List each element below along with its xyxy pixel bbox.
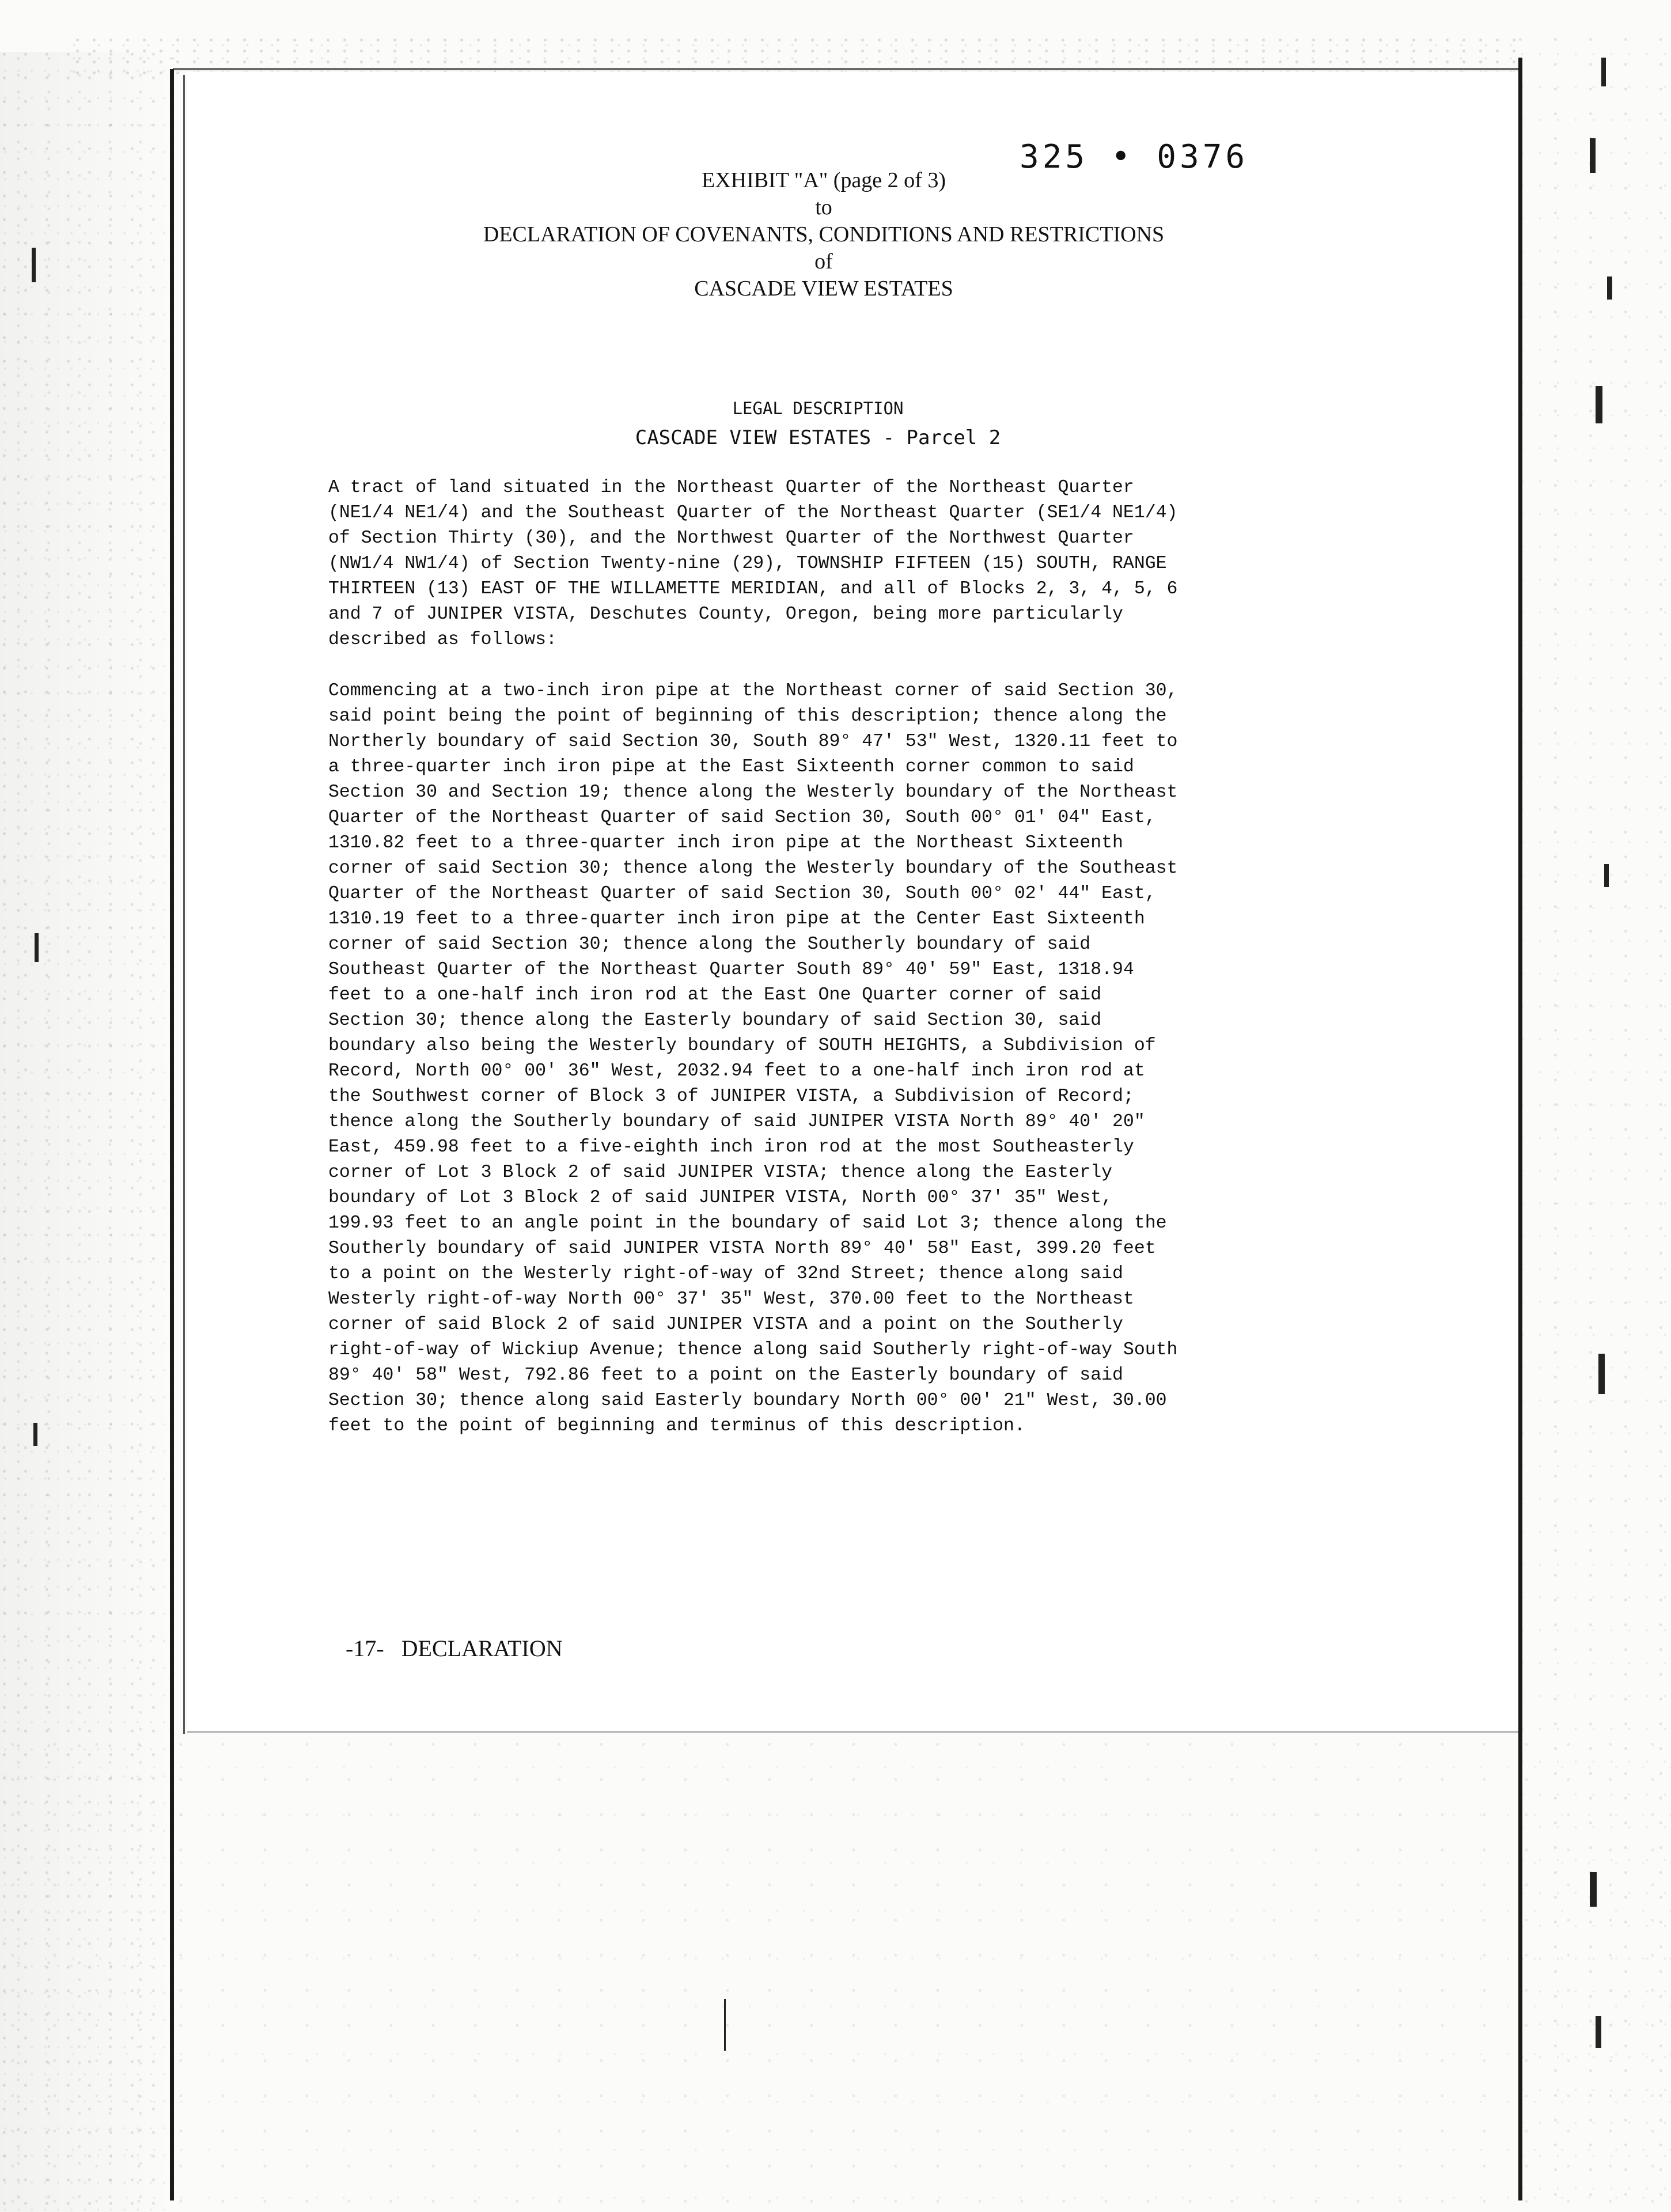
text-line: a three-quarter inch iron pipe at the East Sixteenth corner common to said (328, 757, 1134, 777)
scan-mark (33, 1423, 37, 1446)
text-line: 199.93 feet to an angle point in the boundary of said Lot 3; thence along the (328, 1213, 1167, 1233)
declaration-title: DECLARATION OF COVENANTS, CONDITIONS AND RESTRICTIONS (483, 222, 1165, 247)
text-line: boundary of Lot 3 Block 2 of said JUNIPER VISTA, North 00° 37' 35" West, (328, 1188, 1113, 1208)
page-footer: -17- DECLARATION (346, 1635, 563, 1661)
scan-mark (1601, 58, 1606, 86)
text-line: thence along the Southerly boundary of said JUNIPER VISTA North 89° 40' 20" (328, 1112, 1145, 1132)
text-line: and 7 of JUNIPER VISTA, Deschutes County, Oregon, being more particularly (328, 604, 1123, 624)
text-line: THIRTEEN (13) EAST OF THE WILLAMETTE MERIDIAN, and all of Blocks 2, 3, 4, 5, 6 (328, 579, 1178, 599)
scan-mark (1607, 276, 1612, 300)
scan-noise-bottom (0, 1734, 1671, 2212)
text-line: right-of-way of Wickiup Avenue; thence along said Southerly right-of-way South (328, 1340, 1178, 1360)
exhibit-header (403, 167, 1244, 302)
text-line: 1310.19 feet to a three-quarter inch iron pipe at the Center East Sixteenth (328, 909, 1145, 929)
text-line: of Section Thirty (30), and the Northwest Quarter of the Northwest Quarter (328, 528, 1134, 548)
text-line: Section 30 and Section 19; thence along the Westerly boundary of the Northeast (328, 782, 1178, 802)
scan-mark (1604, 864, 1609, 887)
text-line: Record, North 00° 00' 36" West, 2032.94 feet to a one-half inch iron rod at (328, 1061, 1145, 1081)
text-line: boundary also being the Westerly boundary of SOUTH HEIGHTS, a Subdivision of (328, 1036, 1156, 1056)
scan-mark (32, 248, 36, 282)
text-line: 89° 40' 58" West, 792.86 feet to a point on the Easterly boundary of said (328, 1365, 1123, 1385)
text-line: Southerly boundary of said JUNIPER VISTA North 89° 40' 58" East, 399.20 feet (328, 1238, 1156, 1259)
text-line: the Southwest corner of Block 3 of JUNIPER VISTA, a Subdivision of Record; (328, 1086, 1134, 1107)
text-line: Commencing at a two-inch iron pipe at the Northeast corner of said Section 30, (328, 681, 1178, 701)
left-binding-line (170, 69, 174, 2200)
document-number: 325 • 0376 (1020, 138, 1249, 176)
header-of: of (814, 249, 833, 274)
text-line: A tract of land situated in the Northeast Quarter of the Northeast Quarter (328, 478, 1134, 498)
text-line: Section 30; thence along said Easterly boundary North 00° 00' 21" West, 30.00 (328, 1391, 1167, 1411)
text-line: East, 459.98 feet to a five-eighth inch iron rod at the most Southeasterly (328, 1137, 1134, 1157)
text-line: feet to a one-half inch iron rod at the East One Quarter corner of said (328, 985, 1102, 1005)
text-line: feet to the point of beginning and terminus of this description. (328, 1416, 1025, 1436)
scan-mark (35, 933, 39, 962)
tract-paragraph (328, 475, 1319, 653)
text-line: Section 30; thence along the Easterly boundary of said Section 30, said (328, 1010, 1102, 1031)
scan-mark (1590, 1872, 1597, 1907)
header-to: to (815, 195, 832, 219)
text-line: corner of said Section 30; thence along the Westerly boundary of the Southeast (328, 858, 1178, 878)
text-line: Southeast Quarter of the Northeast Quarter South 89° 40' 59" East, 1318.94 (328, 960, 1134, 980)
right-binding-line (1518, 58, 1522, 2200)
scan-mark (1596, 2016, 1601, 2048)
text-line: Quarter of the Northeast Quarter of said Section 30, South 00° 02' 44" East, (328, 884, 1156, 904)
text-line: 1310.82 feet to a three-quarter inch iron pipe at the Northeast Sixteenth (328, 833, 1123, 853)
scan-mark (1590, 138, 1596, 173)
estate-name: CASCADE VIEW ESTATES (694, 276, 953, 301)
text-line: corner of said Section 30; thence along the Southerly boundary of said (328, 934, 1091, 955)
exhibit-title: EXHIBIT "A" (page 2 of 3) (702, 168, 946, 192)
text-line: corner of Lot 3 Block 2 of said JUNIPER VISTA; thence along the Easterly (328, 1162, 1113, 1183)
legal-description-subtitle: CASCADE VIEW ESTATES - Parcel 2 (635, 426, 1001, 449)
text-line: described as follows: (328, 630, 557, 650)
text-line: (NW1/4 NW1/4) of Section Twenty-nine (29), TOWNSHIP FIFTEEN (15) SOUTH, RANGE (328, 554, 1167, 574)
boundary-paragraph (328, 679, 1319, 1439)
left-margin-line (183, 75, 185, 1734)
scan-mark (724, 1999, 726, 2051)
text-line: Quarter of the Northeast Quarter of said Section 30, South 00° 01' 04" East, (328, 808, 1156, 828)
text-line: corner of said Block 2 of said JUNIPER VISTA and a point on the Southerly (328, 1315, 1123, 1335)
legal-description-title: LEGAL DESCRIPTION (732, 399, 904, 418)
scan-mark (1596, 386, 1602, 423)
text-line: Westerly right-of-way North 00° 37' 35" West, 370.00 feet to the Northeast (328, 1289, 1134, 1309)
text-line: Northerly boundary of said Section 30, South 89° 47' 53" West, 1320.11 feet to (328, 732, 1178, 752)
scan-mark (1598, 1354, 1605, 1394)
text-line: (NE1/4 NE1/4) and the Southeast Quarter of the Northeast Quarter (SE1/4 NE1/4) (328, 503, 1178, 523)
text-line: said point being the point of beginning of this description; thence along the (328, 706, 1167, 726)
top-edge-line (173, 68, 1521, 70)
text-line: to a point on the Westerly right-of-way of 32nd Street; thence along said (328, 1264, 1123, 1284)
